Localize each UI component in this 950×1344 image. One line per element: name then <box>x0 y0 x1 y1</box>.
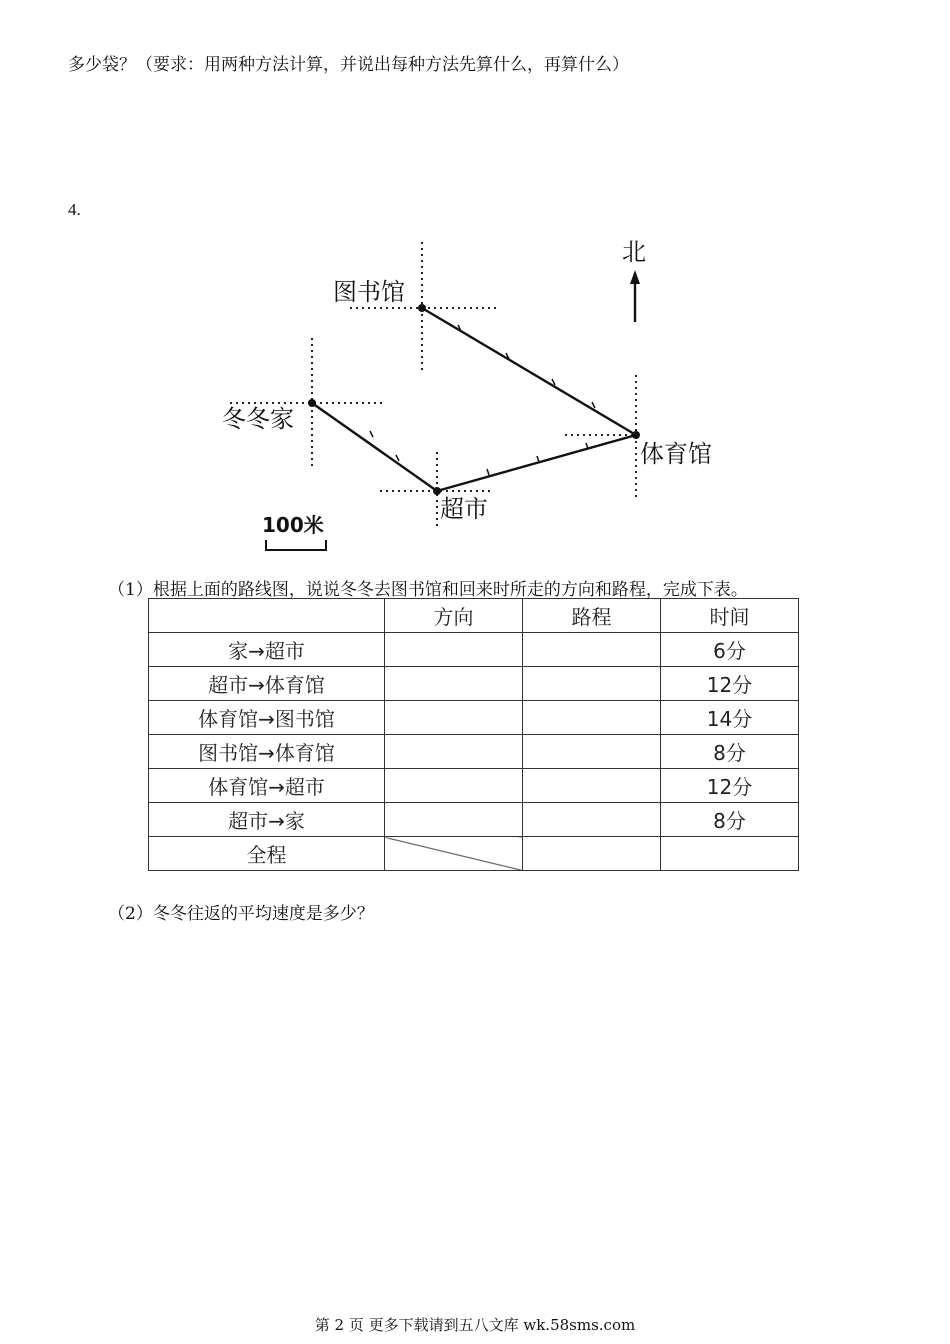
scale-label: 100米 <box>262 513 324 537</box>
total-direction-slash-cell <box>385 837 523 871</box>
stadium-label: 体育馆 <box>640 440 712 468</box>
time-cell: 12分 <box>661 667 799 701</box>
time-cell: 6分 <box>661 633 799 667</box>
table-row <box>149 633 799 667</box>
direction-cell[interactable] <box>385 667 523 701</box>
table-total-row <box>149 837 799 871</box>
route-cell: 超市→体育馆 <box>149 667 385 701</box>
total-time-cell[interactable] <box>661 837 799 871</box>
total-distance-cell[interactable] <box>523 837 661 871</box>
route-lines <box>312 308 636 491</box>
time-cell: 8分 <box>661 803 799 837</box>
table-row <box>149 735 799 769</box>
route-cell: 家→超市 <box>149 633 385 667</box>
header-direction: 方向 <box>385 599 523 633</box>
table-header-row <box>149 599 799 633</box>
question-2-text: （2）冬冬往返的平均速度是多少？ <box>108 904 374 924</box>
time-cell: 14分 <box>661 701 799 735</box>
table-row <box>149 667 799 701</box>
supermarket-label: 超市 <box>440 495 488 523</box>
route-map <box>200 230 760 570</box>
direction-cell[interactable] <box>385 701 523 735</box>
north-label: 北 <box>622 238 646 266</box>
table-row <box>149 803 799 837</box>
question-1-text: （1）根据上面的路线图，说说冬冬去图书馆和回来时所走的方向和路程，完成下表。 <box>108 580 748 600</box>
distance-cell[interactable] <box>523 769 661 803</box>
time-cell: 8分 <box>661 735 799 769</box>
page-footer: 第 2 页 更多下载请到五八文库 wk.58sms.com <box>314 1316 636 1334</box>
intro-line: 多少袋？（要求：用两种方法计算，并说出每种方法先算什么，再算什么） <box>68 55 629 75</box>
direction-cell[interactable] <box>385 769 523 803</box>
route-cell: 图书馆→体育馆 <box>149 735 385 769</box>
header-time: 时间 <box>661 599 799 633</box>
header-distance: 路程 <box>523 599 661 633</box>
place-dots <box>308 304 640 495</box>
distance-cell[interactable] <box>523 667 661 701</box>
time-cell: 12分 <box>661 769 799 803</box>
distance-cell[interactable] <box>523 701 661 735</box>
distance-cell[interactable] <box>523 803 661 837</box>
tick-marks <box>370 325 595 475</box>
route-cell: 超市→家 <box>149 803 385 837</box>
direction-cell[interactable] <box>385 803 523 837</box>
direction-cell[interactable] <box>385 735 523 769</box>
total-route-cell: 全程 <box>149 837 385 871</box>
route-cell: 体育馆→超市 <box>149 769 385 803</box>
route-table <box>148 598 799 871</box>
distance-cell[interactable] <box>523 735 661 769</box>
library-label: 图书馆 <box>333 278 405 306</box>
scale-bar <box>266 540 326 550</box>
north-arrow-icon <box>630 270 640 322</box>
header-route <box>149 599 385 633</box>
route-cell: 体育馆→图书馆 <box>149 701 385 735</box>
question-number: 4. <box>68 200 81 219</box>
table-row <box>149 701 799 735</box>
table-row <box>149 769 799 803</box>
direction-cell[interactable] <box>385 633 523 667</box>
home-label: 冬冬家 <box>222 405 294 433</box>
distance-cell[interactable] <box>523 633 661 667</box>
